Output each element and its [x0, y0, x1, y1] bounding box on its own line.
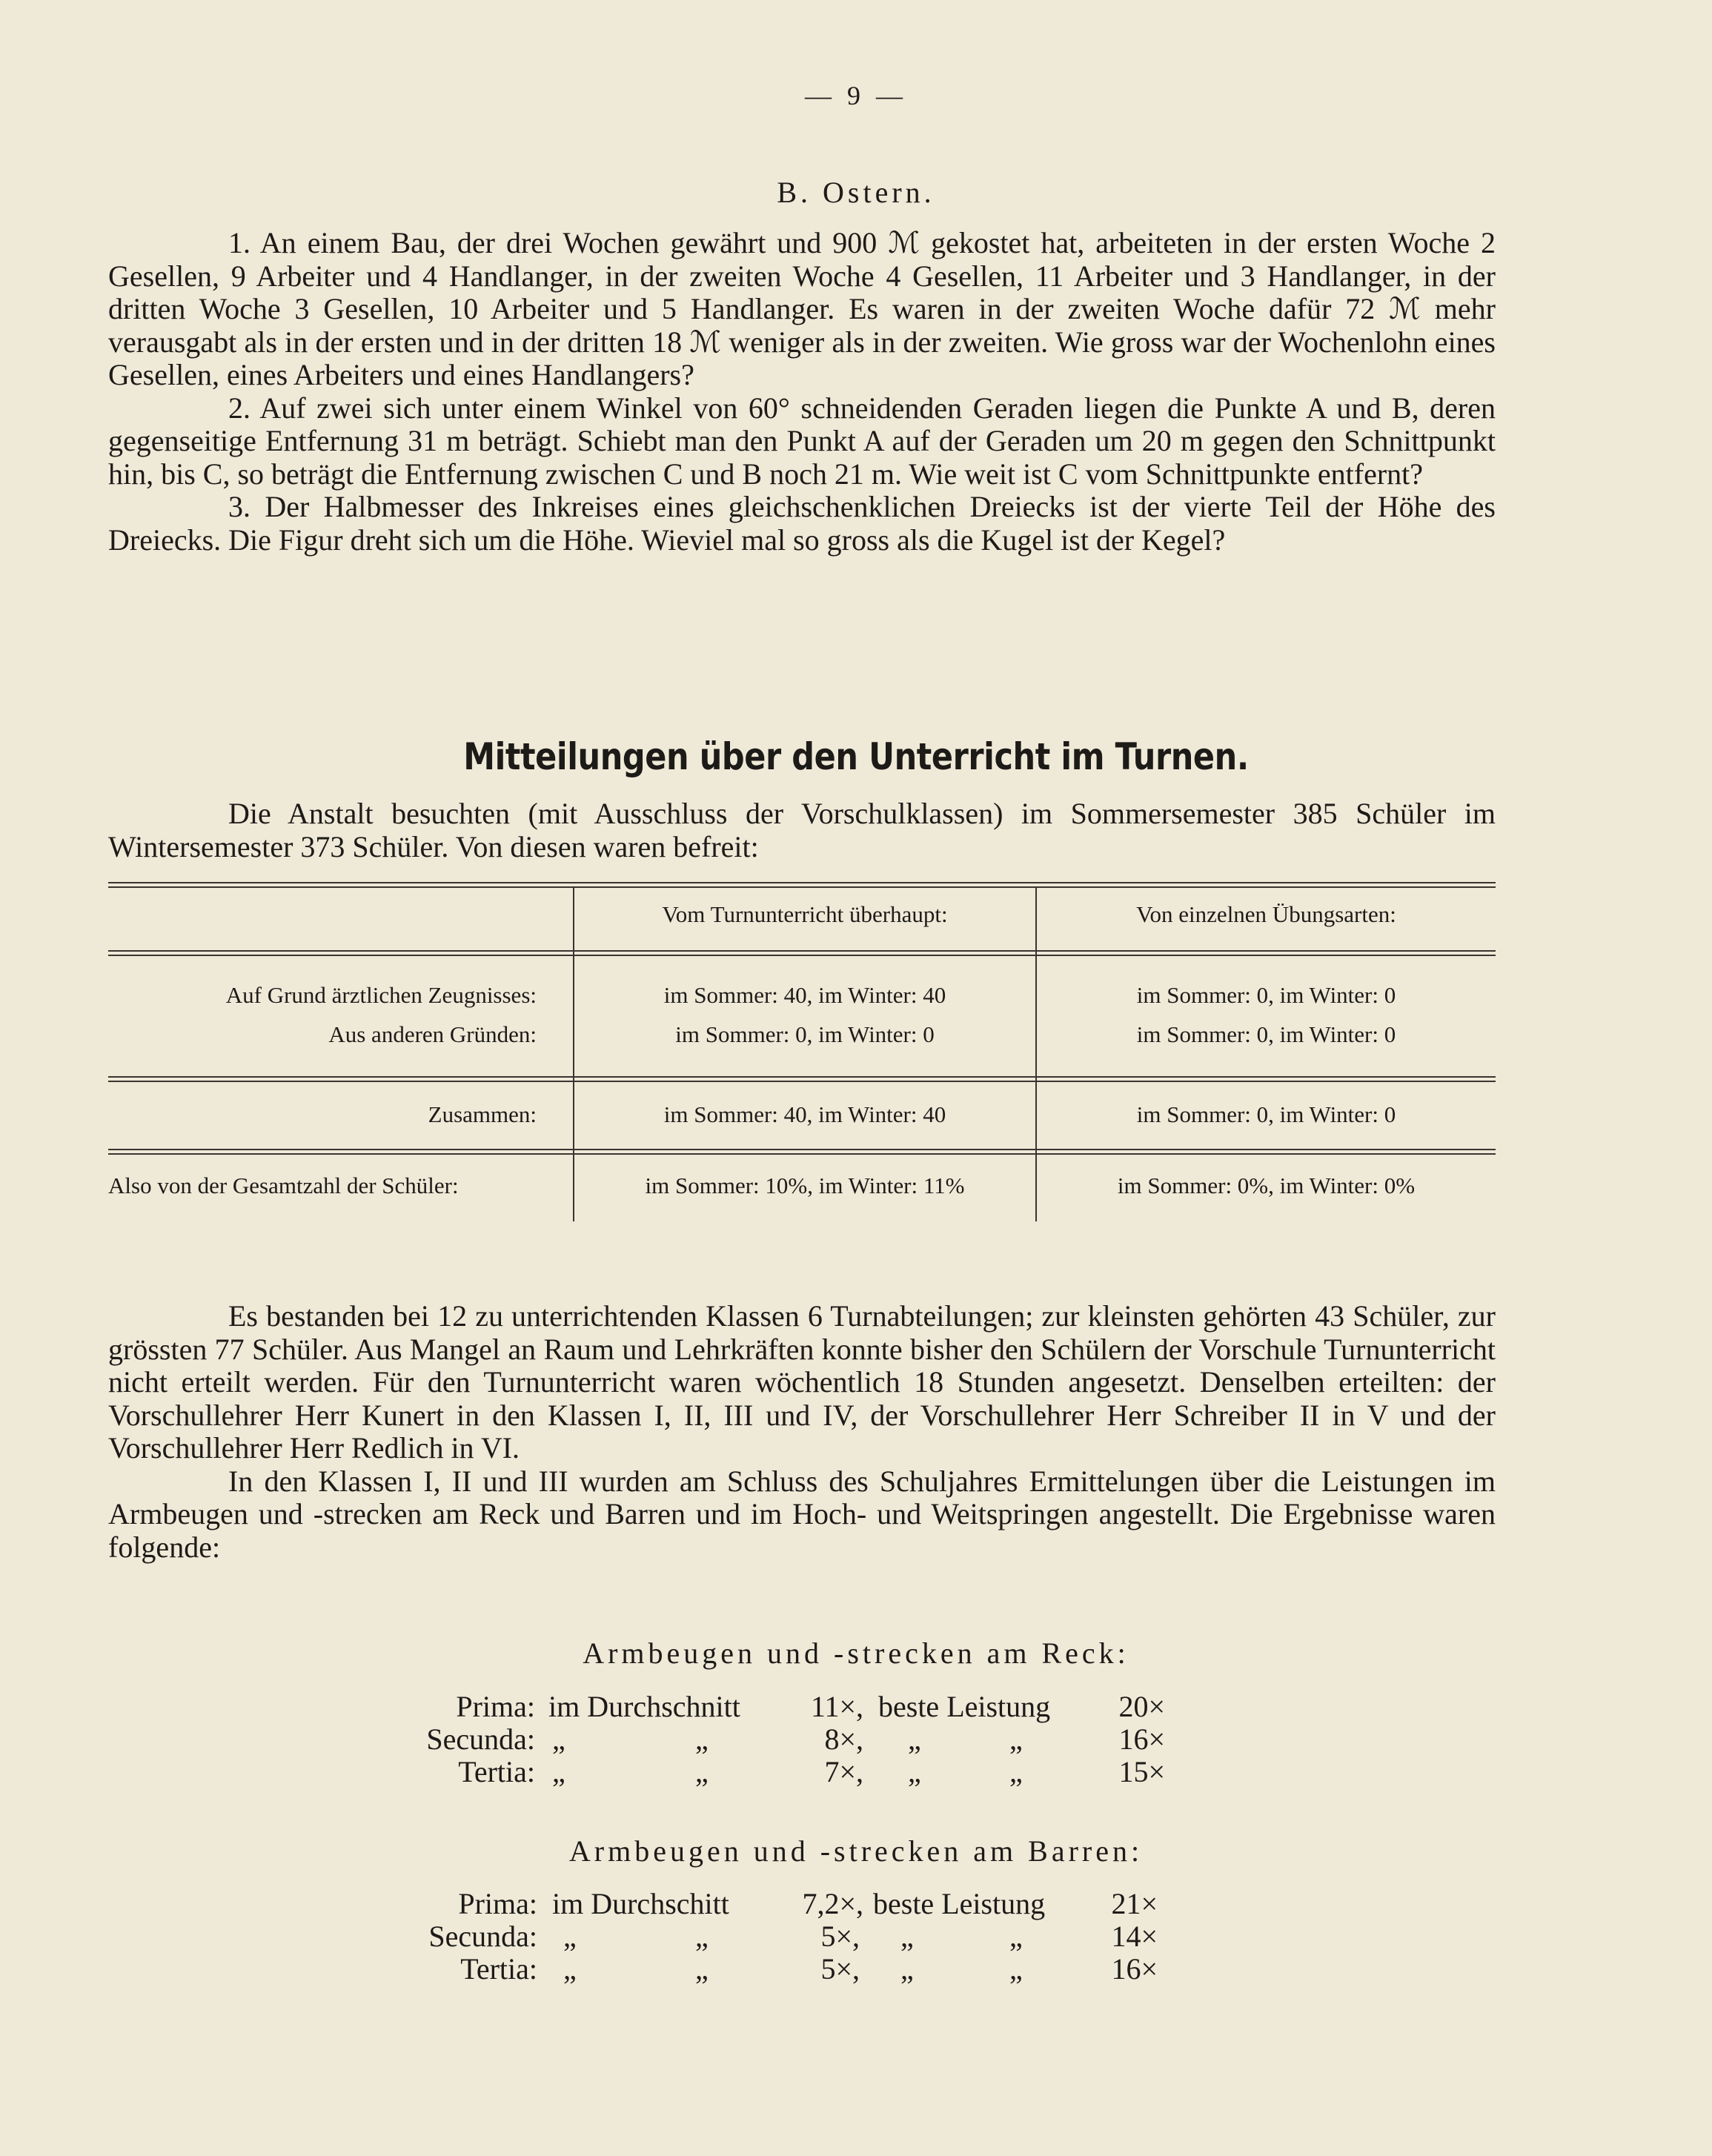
row-pre: im Durchschnitt [548, 1690, 740, 1723]
row-label: Prima: [456, 1690, 535, 1723]
table-cell: im Sommer: 0, im Winter: 0 [1136, 982, 1396, 1008]
row-mid: „ [908, 1722, 921, 1756]
row-avg: 5×, [820, 1952, 860, 1986]
row-mid2: „ [1009, 1952, 1023, 1986]
row-avg: 7×, [824, 1755, 863, 1788]
row-mid: beste Leistung [873, 1887, 1046, 1920]
row-avg: 11×, [810, 1690, 863, 1723]
row-mid2: „ [1009, 1755, 1023, 1788]
table-divider-2 [1035, 886, 1037, 1221]
table-cell: im Sommer: 0, im Winter: 0 [675, 1021, 935, 1047]
row-avg: 7,2×, [802, 1887, 863, 1920]
row-best: 16× [1111, 1952, 1158, 1986]
table-rule-total [108, 1149, 1496, 1150]
row-pre: „ [563, 1952, 577, 1986]
row-avg: 5×, [820, 1920, 860, 1953]
result-row [0, 1953, 1712, 1986]
table-rule-header [108, 950, 1496, 952]
table-percent-cell: im Sommer: 0%, im Winter: 0% [1117, 1172, 1416, 1198]
result-row [0, 1691, 1712, 1723]
result-row [0, 1723, 1712, 1756]
row-mid: beste Leistung [878, 1690, 1051, 1723]
problem-2: 2. Auf zwei sich unter einem Winkel von 60° schneidenden Geraden liegen die Punkte A und B, deren gegenseitige Entfernung 31 m beträgt. Schiebt man den Punkt A auf der Geraden um 20 m gegen den Schnittpunkt hin, bis C, so beträgt die Entfernung zwischen C und B noch 21 m. Wie weit ist C vom Schnittpunkte entfernt? [108, 391, 1496, 491]
row-pre2: „ [695, 1952, 709, 1986]
row-avg: 8×, [824, 1722, 863, 1756]
table-total-label: Zusammen: [428, 1101, 537, 1127]
page-number: — 9 — [805, 81, 907, 110]
row-pre: „ [552, 1755, 565, 1788]
row-best: 16× [1118, 1722, 1165, 1756]
table-total-cell: im Sommer: 40, im Winter: 40 [663, 1101, 946, 1127]
table-percent-cell: im Sommer: 10%, im Winter: 11% [645, 1172, 965, 1198]
turnen-section-title: Mitteilungen über den Unterricht im Turnen. [463, 735, 1249, 778]
result-row [0, 1756, 1712, 1788]
row-mid: „ [900, 1920, 914, 1953]
row-pre2: „ [695, 1755, 709, 1788]
row-label: Tertia: [460, 1952, 537, 1986]
table-header-overall: Vom Turnunterricht überhaupt: [662, 901, 948, 927]
row-label: Tertia: [458, 1755, 535, 1788]
problem-1: 1. An einem Bau, der drei Wochen gewährt und 900 ℳ gekostet hat, arbeiteten in der ersten Woche 2 Gesellen, 9 Arbeiter und 4 Handlanger, in der zweiten Woche 4 Gesellen, 11 Arbeiter und 3 Handlanger, in der dritten Woche 3 Gesellen, 10 Arbeiter und 5 Handlanger. Es waren in der zweiten Woche dafür 72 ℳ mehr verausgabt als in der ersten und in der dritten 18 ℳ weniger als in der zweiten. Wie gross war der Wochenlohn eines Gesellen, eines Arbeiters und eines Handlangers? [108, 226, 1496, 391]
closing-paragraph-2: In den Klassen I, II und III wurden am Schluss des Schuljahres Ermittelungen über die Leistungen im Armbeugen und -strecken am Reck und Barren und im Hoch- und Weitspringen angestellt. Die Ergebnisse waren folgende: [108, 1464, 1496, 1564]
row-mid: „ [900, 1952, 914, 1986]
problem-list [108, 227, 1496, 557]
row-label: Secunda: [426, 1722, 535, 1756]
table-rule-rows [108, 1076, 1496, 1078]
result-row [0, 1888, 1712, 1920]
row-pre: „ [563, 1920, 577, 1953]
problem-3: 3. Der Halbmesser des Inkreises eines gleichschenklichen Dreiecks ist der vierte Teil der Höhe des Dreiecks. Die Figur dreht sich um die Höhe. Wieviel mal so gross als die Kugel ist der Kegel? [108, 490, 1496, 557]
row-pre: „ [552, 1722, 565, 1756]
result-row [0, 1920, 1712, 1953]
table-cell: im Sommer: 0, im Winter: 0 [1136, 1021, 1396, 1047]
table-row-label: Aus anderen Gründen: [328, 1021, 537, 1047]
row-mid: „ [908, 1755, 921, 1788]
table-rule-top [108, 882, 1496, 883]
closing-text [108, 1300, 1496, 1564]
row-pre2: „ [695, 1722, 709, 1756]
row-pre: im Durchschitt [552, 1887, 729, 1920]
row-pre2: „ [695, 1920, 709, 1953]
row-best: 20× [1118, 1690, 1165, 1723]
row-mid2: „ [1009, 1722, 1023, 1756]
table-cell: im Sommer: 40, im Winter: 40 [663, 982, 946, 1008]
table-row-label: Auf Grund ärztlichen Zeugnisses: [225, 982, 537, 1008]
closing-paragraph-1: Es bestanden bei 12 zu unterrichtenden Klassen 6 Turnabteilungen; zur kleinsten gehörten 43 Schüler, zur grössten 77 Schüler. Aus Mangel an Raum und Lehrkräften konnte bisher den Schülern der Vorschule Turnunterricht nicht erteilt werden. Für den Turnunterricht waren wöchentlich 18 Stunden angesetzt. Denselben erteilten: der Vorschullehrer Herr Kunert in den Klassen I, II, III und IV, der Vorschullehrer Herr Schreiber II in V und der Vorschullehrer Herr Redlich in VI. [108, 1299, 1496, 1465]
row-label: Secunda: [428, 1920, 537, 1953]
row-best: 15× [1118, 1755, 1165, 1788]
row-mid2: „ [1009, 1920, 1023, 1953]
row-label: Prima: [458, 1887, 537, 1920]
section-title-ostern: B. Ostern. [777, 176, 935, 209]
barren-title: Armbeugen und -strecken am Barren: [568, 1834, 1144, 1868]
table-percent-label: Also von der Gesamtzahl der Schüler: [108, 1172, 459, 1198]
table-header-partial: Von einzelnen Übungsarten: [1136, 901, 1396, 927]
turnen-intro-text: Die Anstalt besuchten (mit Ausschluss der Vorschulklassen) im Sommersemester 385 Schüler im Wintersemester 373 Schüler. Von diesen waren befreit: [108, 797, 1496, 863]
turnen-intro [108, 797, 1496, 863]
reck-title: Armbeugen und -strecken am Reck: [583, 1636, 1129, 1670]
table-divider-1 [573, 886, 574, 1221]
table-total-cell: im Sommer: 0, im Winter: 0 [1136, 1101, 1396, 1127]
row-best: 14× [1111, 1920, 1158, 1953]
row-best: 21× [1111, 1887, 1158, 1920]
